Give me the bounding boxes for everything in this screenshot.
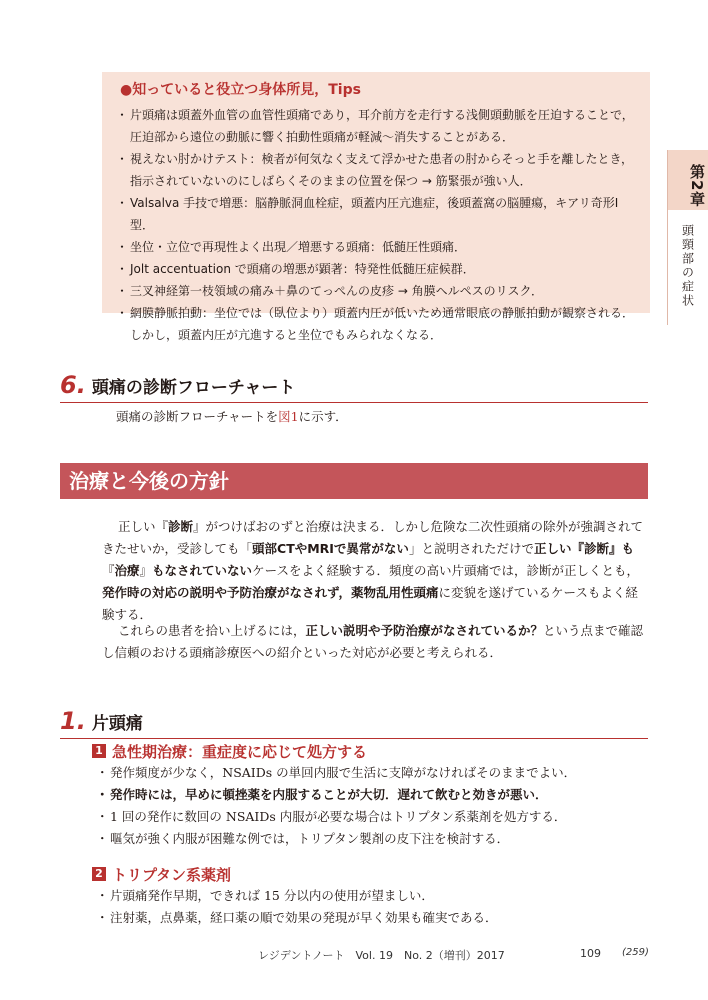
- bold-text-run: 正しい説明や予防治療がなされているか？: [305, 623, 544, 638]
- tips-title: ●知っていると役立つ身体所見，Tips: [120, 82, 361, 98]
- subsection-number-badge: 2: [92, 867, 106, 881]
- section-title: 頭痛の診断フローチャート: [91, 377, 296, 398]
- chapter-side-tab: [667, 150, 708, 325]
- list-item: ・ 嘔気が強く内服が困難な例では，トリプタン製剤の皮下注を検討する．: [98, 828, 648, 850]
- subsection-acute-treatment: [92, 741, 648, 850]
- treatment-band-heading: 治療と今後の方針: [60, 463, 648, 499]
- list-item-bold: ・ 発作時には，早めに頓挫薬を内服することが大切．遅れて飲むと効きが悪い．: [98, 784, 648, 806]
- list-item: ・ 片頭痛発作早期，できれば 15 分以内の使用が望ましい．: [98, 885, 648, 907]
- subsection-title: トリプタン系薬剤: [112, 865, 231, 884]
- text-run: ケースをよく経験する．頻度の高い片頭痛では，診断が正しくとも，: [252, 563, 639, 578]
- tips-box: [102, 72, 650, 342]
- list-item: ・ 注射薬，点鼻薬，経口薬の順で効果の発現が早く効果も確実である．: [98, 907, 648, 929]
- bold-text-run: 発作時の対応の説明や予防治療がなされず，薬物乱用性頭痛: [102, 585, 439, 600]
- bold-text-run: 頭部CTやMRIで異常がない: [252, 541, 409, 556]
- subsection-triptan: [92, 864, 648, 929]
- text-run: 正しい『: [118, 519, 169, 534]
- tips-item: ・ Valsalva 手技で増悪：脳静脈洞血栓症，頭蓋内圧亢進症，後頭蓋窩の脳腫瘍，キアリ奇形Ⅰ型．: [118, 192, 636, 236]
- list-item: ・ 1 回の発作に数回の NSAIDs 内服が必要な場合はトリプタン系薬剤を処方する．: [98, 806, 648, 828]
- text-run: 』: [139, 563, 153, 578]
- tips-item: ・ 視えない肘かけテスト：検者が何気なく支えて浮かせた患者の肘からそっと手を離したとき，指示されていないのにしばらくそのままの位置を保つ → 筋緊張が強い人．: [118, 148, 636, 192]
- tips-item: ・ 坐位・立位で再現性よく出現／増悪する頭痛：低髄圧性頭痛．: [118, 236, 636, 258]
- tips-item: ・ Jolt accentuation で頭痛の増悪が顕著：特発性低髄圧症候群．: [118, 258, 636, 280]
- total-page-number: (259): [622, 947, 649, 958]
- journal-info: レジデントノート Vol. 19 No. 2（増刊）2017: [258, 949, 505, 962]
- text-run: 『: [102, 563, 115, 578]
- section-1-heading: [60, 704, 648, 739]
- section-title: 片頭痛: [91, 713, 143, 734]
- text-run: 』がつけばおのずと治療は決まる．しかし危険な二次性頭痛の除外が強調されてきたせいか，受診しても「: [102, 519, 644, 556]
- body-text: に示す．: [298, 409, 348, 424]
- treatment-paragraph-2: [102, 620, 648, 664]
- treatment-paragraph-1: [102, 516, 648, 626]
- section-6-body: [116, 406, 348, 428]
- tips-item: ・ 片頭痛は頭蓋外血管の血管性頭痛であり，耳介前方を走行する浅側頭動脈を圧迫することで，圧迫部から遠位の動脈に響く拍動性頭痛が軽減〜消失することがある．: [118, 104, 636, 148]
- bold-text-run: 正しい『診断』も: [533, 541, 634, 556]
- section-number: 6.: [60, 371, 86, 399]
- bold-text-run: 診断: [168, 519, 194, 534]
- chapter-subject: 頭頸部の症状: [680, 224, 695, 308]
- section-number: 1.: [60, 707, 86, 735]
- text-run: という点まで確認し信頼のおける頭痛診療医への紹介といった対応が必要と考えられる．: [102, 623, 644, 660]
- bold-text-run: 治療: [114, 563, 140, 578]
- page-number: 109: [580, 947, 601, 960]
- section-6-heading: [60, 368, 648, 403]
- chapter-tab-block: [668, 150, 708, 210]
- tips-item: ・ 三叉神経第一枝領域の痛み＋鼻のてっぺんの皮疹 → 角膜ヘルペスのリスク．: [118, 280, 636, 302]
- body-text: 頭痛の診断フローチャートを: [116, 409, 279, 424]
- tips-item: ・ 網膜静脈拍動：坐位では（臥位より）頭蓋内圧が低いため通常眼底の静脈拍動が観察される．しかし，頭蓋内圧が亢進すると坐位でもみられなくなる．: [118, 302, 636, 346]
- text-run: に変貌を遂げているケースもよく経験する．: [102, 585, 638, 622]
- subsection-title: 急性期治療：重症度に応じて処方する: [112, 742, 368, 761]
- list-item: ・ 発作頻度が少なく，NSAIDs の単回内服で生活に支障がなければそのままでよい．: [98, 762, 648, 784]
- bold-text-run: もなされていない: [152, 563, 253, 578]
- text-run: 」と説明されただけで: [408, 541, 534, 556]
- figure-reference-link[interactable]: 図1: [278, 409, 299, 424]
- subsection-number-badge: 1: [92, 744, 106, 758]
- text-run: これらの患者を拾い上げるには，: [118, 623, 306, 638]
- chapter-label: 第2章: [688, 164, 706, 208]
